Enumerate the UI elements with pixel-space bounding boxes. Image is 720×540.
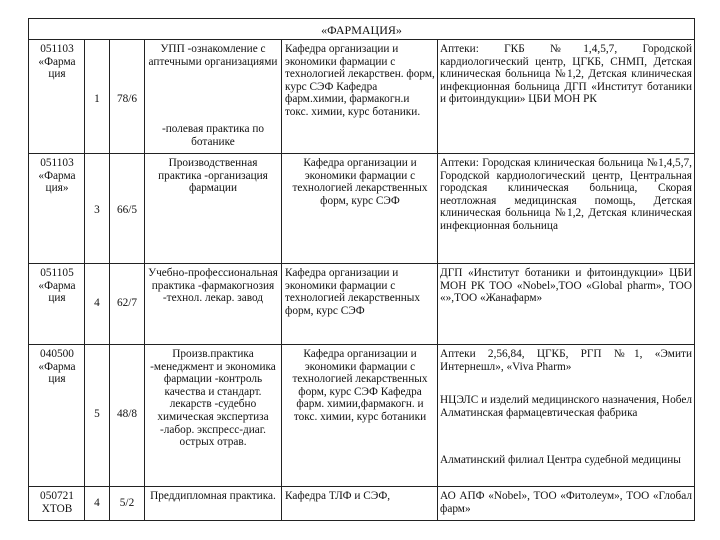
row-divider xyxy=(29,153,694,154)
practice-type: Произв.практика -менеджмент и экономика фармации -контроль качества и стандарт. лекарств -судебно химическая экспертиза -лабор. экспресс-диаг. острых отрав. xyxy=(150,348,276,449)
department: Кафедра ТЛФ и СЭФ, xyxy=(285,490,391,502)
specialty-code: 051103 «Фарма ция» xyxy=(38,157,76,195)
hours-credits: 62/7 xyxy=(116,297,138,309)
course-number: 4 xyxy=(94,497,100,509)
column-divider xyxy=(144,39,145,520)
hours-credits: 78/6 xyxy=(116,93,138,105)
practice-type: Преддипломная практика. xyxy=(150,490,276,502)
specialty-code: 051103 «Фарма ция xyxy=(38,43,76,81)
hours-credits: 66/5 xyxy=(116,204,138,216)
column-divider xyxy=(84,39,85,520)
column-divider xyxy=(109,39,110,520)
column-divider xyxy=(281,39,282,520)
specialty-code: 050721 ХТОВ xyxy=(40,490,74,515)
table-title: «ФАРМАЦИЯ» xyxy=(321,23,402,37)
practice-bases: Аптеки: ГКБ №1,4,5,7, Городской кардиологический центр, ЦГКБ, СНМП, Детская клиническая больница №1,2, Детская клиническая инфекционная больница ДГП «Институт ботаники и фитоиндукции» ЦБИ МОН РК xyxy=(440,43,692,106)
practice-bases: НЦЭЛС и изделий медицинского назначения, Нобел Алматинская фармацевтическая фабрика xyxy=(440,394,692,419)
hours-credits: 48/8 xyxy=(116,408,138,420)
practice-type: УПП -ознакомление с аптечными организациями xyxy=(148,43,278,68)
practice-bases: Алматинский филиал Центра судебной медицины xyxy=(440,454,681,466)
practice-table xyxy=(28,18,695,521)
column-divider xyxy=(437,39,438,520)
department: Кафедра организации и экономики фармации с технологией лекарственных форм, курс СЭФ Кафедра фарм. химии,фармакогн. и токс. химии, курс ботаники xyxy=(292,348,428,423)
row-divider xyxy=(29,486,694,487)
row-divider xyxy=(29,344,694,345)
department: Кафедра организации и экономики фармации с технологией лекарственных форм, курс СЭФ xyxy=(292,157,428,207)
practice-bases: АО АПФ «Nobel», ТОО «Фитолеум», ТОО «Глобал фарм» xyxy=(440,490,692,515)
department: Кафедра организации и экономики фармации с технологией лекарствен. форм, курс СЭФ Кафедра фарм.химии, фармакогн.и токс. химии, курс ботаники. xyxy=(285,43,435,118)
specialty-code: 051105 «Фарма ция xyxy=(38,267,76,305)
practice-type: -полевая практика по ботанике xyxy=(161,123,265,148)
practice-bases: Аптеки 2,56,84, ЦГКБ, РГП №1, «Эмити Интернешл», «Viva Pharm» xyxy=(440,348,692,373)
practice-type: Производственная практика -организация фармации xyxy=(158,157,268,195)
row-divider xyxy=(29,39,694,40)
course-number: 3 xyxy=(94,204,100,216)
course-number: 5 xyxy=(94,408,100,420)
course-number: 1 xyxy=(94,93,100,105)
practice-bases: Аптеки: Городская клиническая больница №1,4,5,7, Городской кардиологический центр, Центральная городская клиническая больница, Скорая неотложная медицинская помощь, Детская клиническая больница №1,2, Детская клиническая инфекционная больница xyxy=(440,157,692,232)
practice-type: Учебно-профессиональная практика -фармакогнозия -технол. лекар. завод xyxy=(148,267,278,305)
department: Кафедра организации и экономики фармации с технологией лекарственных форм, курс СЭФ xyxy=(285,267,421,317)
specialty-code: 040500 «Фарма ция xyxy=(38,348,76,386)
practice-bases: ДГП «Институт ботаники и фитоиндукции» ЦБИ МОН РК ТОО «Nobel»,ТОО «Global pharm», ТОО «»,ТОО «Жанафарм» xyxy=(440,267,692,305)
row-divider xyxy=(29,263,694,264)
course-number: 4 xyxy=(94,297,100,309)
hours-credits: 5/2 xyxy=(119,497,135,509)
